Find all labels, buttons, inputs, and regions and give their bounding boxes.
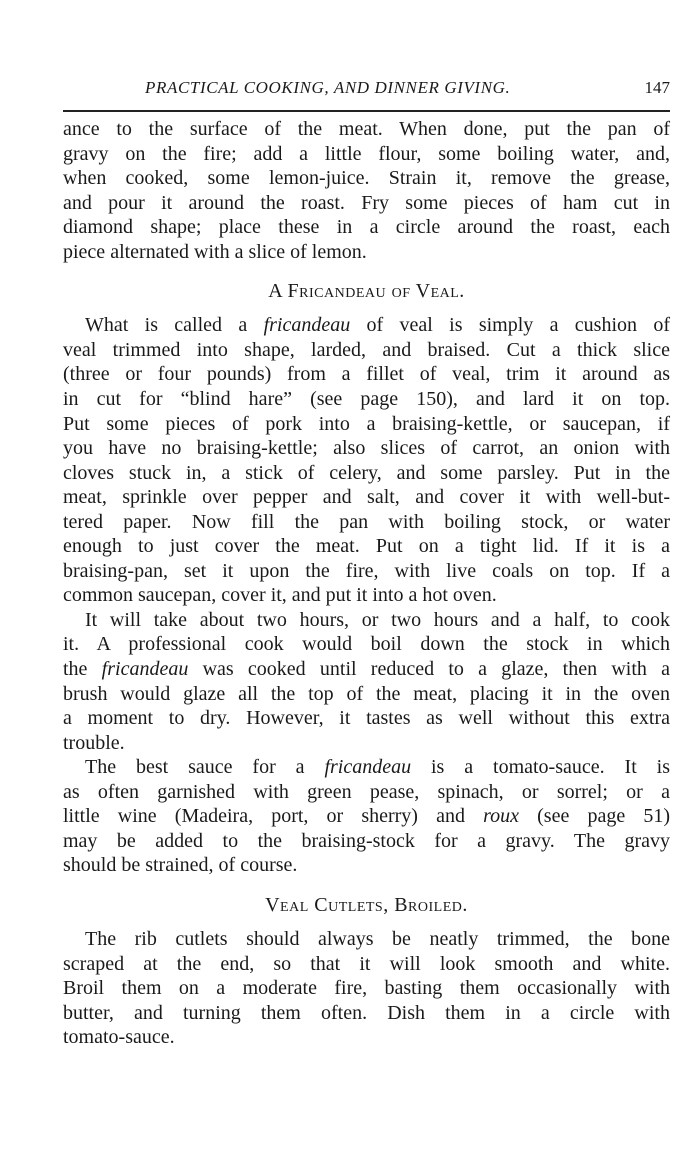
text-line (63, 362, 670, 386)
text-line (63, 829, 670, 853)
text-line (63, 215, 670, 239)
text-segment: Broil them on a moderate fire, basting them occasionally with (63, 977, 670, 1000)
text-segment: common saucepan, cover it, and put it into a hot oven. (63, 584, 497, 607)
text-segment: (three or four pounds) from a fillet of veal, trim it around as (63, 363, 670, 386)
text-line (63, 780, 670, 804)
text-line (63, 853, 670, 877)
text-segment: piece alternated with a slice of lemon. (63, 240, 367, 263)
text-line (63, 338, 670, 362)
italic-text: roux (483, 805, 519, 828)
text-segment: diamond shape; place these in a circle around the roast, each (63, 216, 670, 239)
text-segment: as often garnished with green pease, spinach, or sorrel; or a (63, 780, 670, 803)
text-segment: should be strained, of course. (63, 854, 298, 877)
text-line (63, 240, 670, 264)
text-segment: ance to the surface of the meat. When done, put the pan of (63, 118, 670, 140)
text-segment: you have no braising-kettle; also slices of carrot, an onion with (63, 437, 670, 460)
text-line (63, 706, 670, 730)
text-segment: trouble. (63, 731, 125, 754)
text-segment: in cut for “blind hare” (see page 150), and lard it on top. (63, 387, 670, 410)
text-line (63, 976, 670, 1000)
text-segment: brush would glaze all the top of the meat, placing it in the oven (63, 682, 670, 705)
text-line (63, 485, 670, 509)
text-line (63, 559, 670, 583)
text-line (63, 1001, 670, 1025)
text-segment: was cooked until reduced to a glaze, then with a (188, 658, 670, 680)
text-line (63, 412, 670, 436)
text-line (63, 387, 670, 411)
text-line (63, 804, 670, 828)
text-segment: and pour it around the roast. Fry some pieces of ham cut in (63, 191, 670, 214)
text-segment: is a tomato-sauce. It is (411, 756, 670, 779)
section-heading: A Fricandeau of Veal. (268, 280, 465, 303)
text-line (85, 313, 670, 337)
text-line (63, 583, 670, 607)
text-line (63, 657, 670, 681)
text-segment: The best sauce for a (85, 756, 325, 779)
text-line (63, 632, 670, 656)
italic-text: fricandeau (263, 314, 351, 337)
text-segment: veal trimmed into shape, larded, and braised. Cut a thick slice (63, 338, 670, 361)
italic-text: fricandeau (101, 658, 189, 680)
text-line (63, 534, 670, 558)
text-segment: (see page 51) (519, 805, 670, 828)
text-line (63, 952, 670, 976)
text-segment: meat, sprinkle over pepper and salt, and cover it with well-but- (63, 486, 670, 509)
text-segment: tered paper. Now fill the pan with boiling stock, or water (63, 510, 670, 533)
text-segment: butter, and turning them often. Dish them in a circle with (63, 1001, 670, 1024)
text-segment: a moment to dry. However, it tastes as well without this extra (63, 707, 670, 730)
text-line (63, 510, 670, 534)
text-segment: braising-pan, set it upon the fire, with live coals on top. If a (63, 559, 670, 582)
text-segment: scraped at the end, so that it will look smooth and white. (63, 952, 670, 975)
running-title: PRACTICAL COOKING, AND DINNER GIVING. (145, 78, 511, 97)
text-segment: may be added to the braising-stock for a gravy. The gravy (63, 829, 670, 852)
text-segment: The rib cutlets should always be neatly trimmed, the bone (85, 927, 670, 950)
text-segment: It will take about two hours, or two hours and a half, to cook (85, 608, 670, 631)
text-segment: Put some pieces of pork into a braising-kettle, or saucepan, if (63, 412, 670, 435)
text-segment: cloves stuck in, a stick of celery, and some parsley. Put in the (63, 461, 670, 484)
running-head (63, 78, 670, 104)
text-line (63, 1025, 670, 1049)
text-segment: tomato-sauce. (63, 1026, 175, 1049)
text-line (85, 755, 670, 779)
text-segment: of veal is simply a cushion of (350, 314, 670, 337)
italic-text: fricandeau (324, 756, 412, 779)
text-line (63, 117, 670, 141)
text-line (85, 608, 670, 632)
text-segment: enough to just cover the meat. Put on a tight lid. If it is a (63, 535, 670, 558)
text-segment: the (63, 658, 102, 680)
text-segment: it. A professional cook would boil down the stock in which (63, 633, 670, 656)
text-line (63, 166, 670, 190)
text-segment: gravy on the fire; add a little flour, some boiling water, and, (63, 142, 670, 165)
text-line (63, 191, 670, 215)
text-line (85, 927, 670, 951)
section-heading: Veal Cutlets, Broiled. (265, 893, 468, 916)
text-segment: when cooked, some lemon-juice. Strain it, remove the grease, (63, 167, 670, 190)
text-segment: What is called a (85, 314, 264, 337)
page-number: 147 (644, 78, 670, 97)
text-line (63, 142, 670, 166)
text-segment: little wine (Madeira, port, or sherry) and (63, 805, 484, 828)
text-line (63, 461, 670, 485)
text-line (63, 436, 670, 460)
header-rule (63, 110, 670, 112)
text-line (63, 731, 670, 755)
text-line (63, 682, 670, 706)
